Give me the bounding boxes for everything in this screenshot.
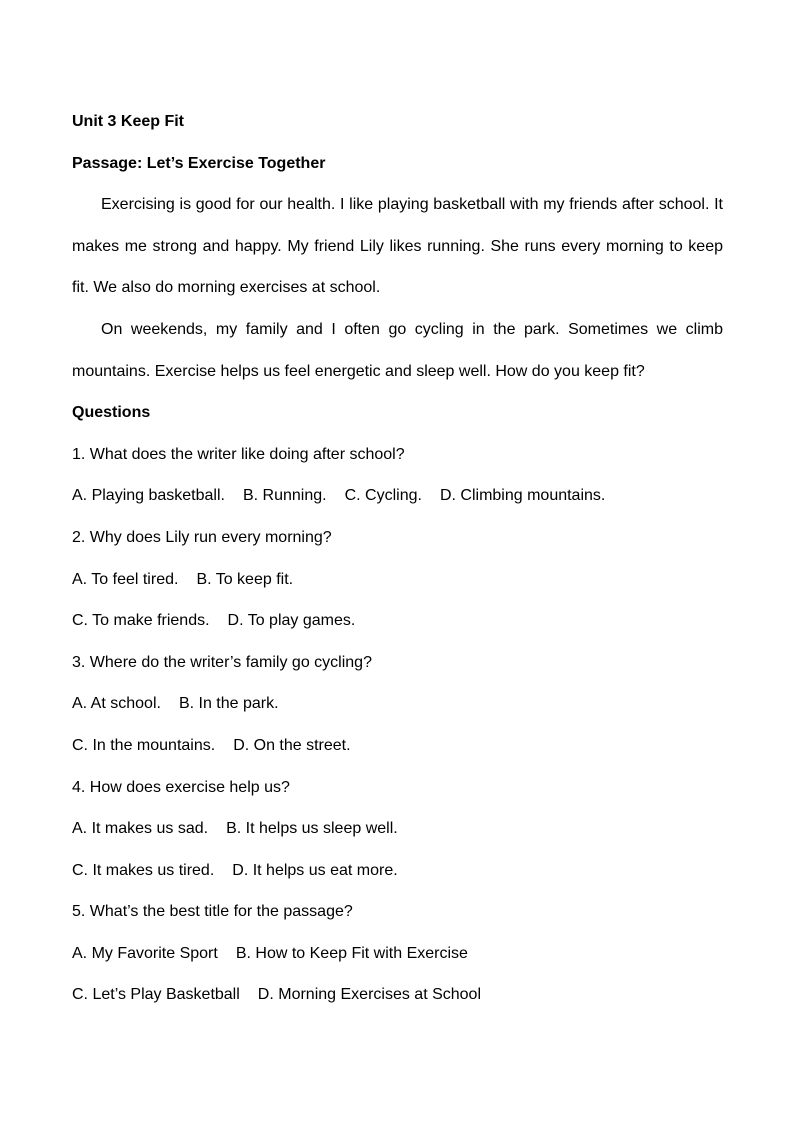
question-2-option-b: B. To keep fit. xyxy=(196,570,294,588)
questions-heading: Questions xyxy=(72,404,151,422)
question-3-options-ab xyxy=(72,683,723,725)
question-1-stem: 1. What does the writer like doing after school? xyxy=(72,445,405,463)
question-2-option-d: D. To play games. xyxy=(227,612,356,630)
question-4-option-a: A. It makes us sad. xyxy=(72,820,209,838)
question-2-option-c: C. To make friends. xyxy=(72,612,210,630)
question-3-option-d: D. On the street. xyxy=(233,736,351,754)
question-3-option-b: B. In the park. xyxy=(178,695,279,713)
question-2-options-ab xyxy=(72,559,723,601)
question-5-option-c: C. Let’s Play Basketball xyxy=(72,986,240,1004)
passage-paragraph-2: On weekends, my family and I often go cycling in the park. Sometimes we climb mountains. Exercise helps us feel energetic and sleep well. How do you keep fit? xyxy=(72,320,723,380)
passage-paragraph-1: Exercising is good for our health. I like playing basketball with my friends after school. It makes me strong and happy. My friend Lily likes running. She runs every morning to keep fit. We also do morning exercises at school. xyxy=(72,196,723,297)
question-5-stem: 5. What’s the best title for the passage? xyxy=(72,903,353,921)
question-2-stem: 2. Why does Lily run every morning? xyxy=(72,528,332,546)
question-4-stem: 4. How does exercise help us? xyxy=(72,778,290,796)
question-1-options xyxy=(72,475,723,517)
question-1-option-c: C. Cycling. xyxy=(344,487,422,505)
question-1-option-b: B. Running. xyxy=(242,487,327,505)
question-4-options-cd xyxy=(72,850,723,892)
question-5-options-ab xyxy=(72,933,723,975)
question-4-option-c: C. It makes us tired. xyxy=(72,861,215,879)
question-2-option-a: A. To feel tired. xyxy=(72,570,179,588)
question-3-stem: 3. Where do the writer’s family go cycling? xyxy=(72,653,372,671)
passage-title: Passage: Let’s Exercise Together xyxy=(72,154,326,172)
unit-title: Unit 3 Keep Fit xyxy=(72,113,185,130)
question-4-option-b: B. It helps us sleep well. xyxy=(226,820,398,838)
question-5-option-b: B. How to Keep Fit with Exercise xyxy=(235,944,468,962)
question-3-option-c: C. In the mountains. xyxy=(72,736,216,754)
question-5-option-d: D. Morning Exercises at School xyxy=(257,986,481,1004)
question-1-option-d: D. Climbing mountains. xyxy=(439,487,606,505)
question-1-option-a: A. Playing basketball. xyxy=(72,487,225,505)
question-4-option-d: D. It helps us eat more. xyxy=(232,861,398,879)
question-5-option-a: A. My Favorite Sport xyxy=(72,944,218,962)
question-3-options-cd xyxy=(72,725,723,767)
question-3-option-a: A. At school. xyxy=(72,695,161,713)
question-5-options-cd xyxy=(72,974,723,1016)
question-2-options-cd xyxy=(72,600,723,642)
question-4-options-ab xyxy=(72,808,723,850)
worksheet-page xyxy=(72,101,723,1016)
